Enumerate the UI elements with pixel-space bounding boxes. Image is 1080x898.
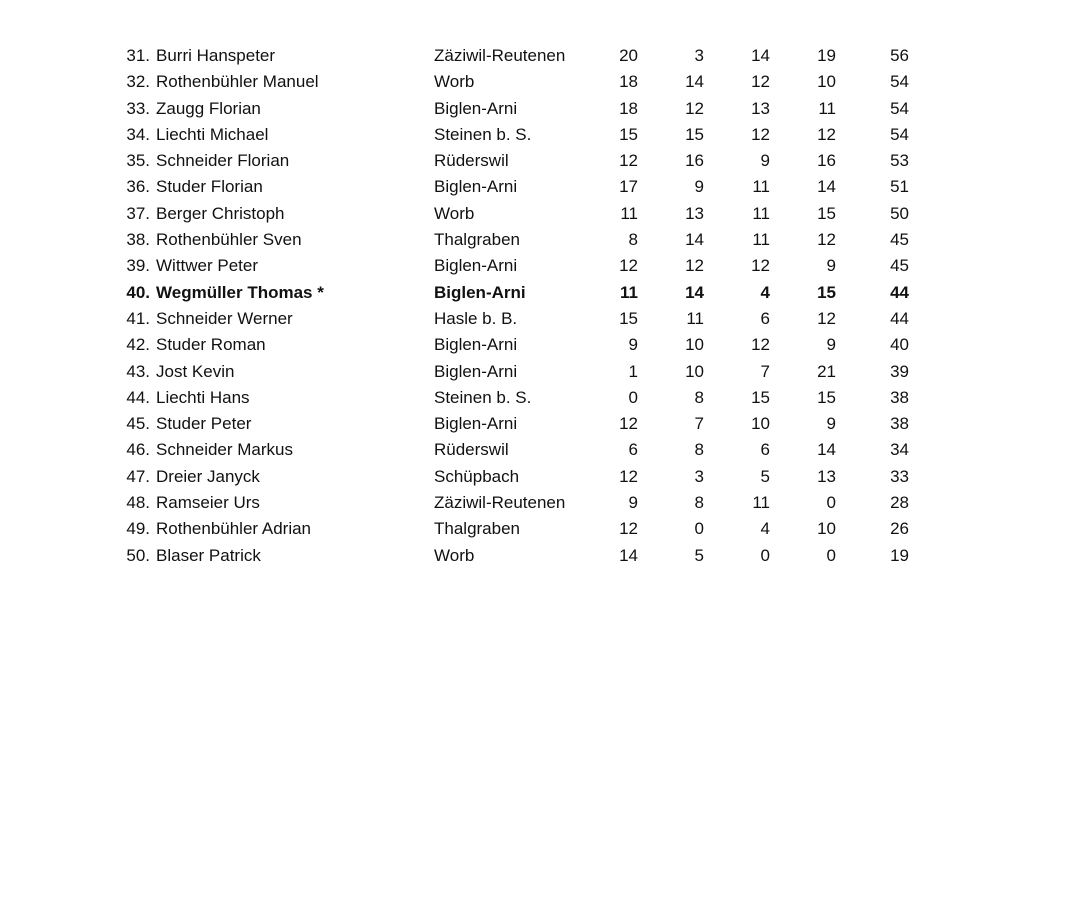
score-2-cell: 13 <box>685 203 704 223</box>
athlete-name-cell: Schneider Markus <box>156 440 294 460</box>
total-cell: 44 <box>890 308 909 328</box>
score-4-cell: 21 <box>817 361 836 381</box>
athlete-name-cell: Liechti Michael <box>156 124 269 144</box>
table-row <box>0 543 1080 569</box>
score-1-cell: 9 <box>628 335 638 355</box>
score-1-cell: 15 <box>619 124 638 144</box>
score-1-cell: 12 <box>619 414 638 434</box>
score-3-cell: 9 <box>760 151 770 171</box>
score-3-cell: 4 <box>760 282 770 302</box>
club-cell: Biglen-Arni <box>434 98 518 118</box>
total-cell: 38 <box>890 414 909 434</box>
total-cell: 33 <box>890 466 909 486</box>
score-2-cell: 7 <box>694 414 704 434</box>
table-row <box>0 516 1080 542</box>
score-3-cell: 6 <box>760 440 770 460</box>
club-cell: Zäziwil-Reutenen <box>434 493 566 513</box>
athlete-name-cell: Wegmüller Thomas * <box>156 282 324 302</box>
athlete-name-cell: Wittwer Peter <box>156 256 259 276</box>
athlete-name-cell: Burri Hanspeter <box>156 46 276 65</box>
table-row <box>0 437 1080 463</box>
score-2-cell: 14 <box>685 230 704 250</box>
rank-cell: 49. <box>126 519 150 539</box>
score-4-cell: 11 <box>818 98 836 118</box>
score-1-cell: 18 <box>619 72 638 92</box>
score-1-cell: 14 <box>619 545 638 565</box>
score-2-cell: 14 <box>685 282 704 302</box>
club-cell: Biglen-Arni <box>434 414 518 434</box>
score-2-cell: 5 <box>694 545 704 565</box>
athlete-name-cell: Rothenbühler Adrian <box>156 519 312 539</box>
athlete-name-cell: Ramseier Urs <box>156 493 260 513</box>
total-cell: 54 <box>890 98 909 118</box>
table-row <box>0 464 1080 490</box>
score-2-cell: 3 <box>694 46 704 65</box>
club-cell: Biglen-Arni <box>434 335 518 355</box>
score-3-cell: 5 <box>760 466 770 486</box>
club-cell: Biglen-Arni <box>434 361 518 381</box>
score-4-cell: 14 <box>817 440 836 460</box>
score-1-cell: 12 <box>619 256 638 276</box>
results-table <box>0 43 1080 569</box>
score-4-cell: 13 <box>817 466 836 486</box>
rank-cell: 50. <box>126 545 150 565</box>
score-2-cell: 14 <box>685 72 704 92</box>
score-2-cell: 3 <box>694 466 704 486</box>
table-row <box>0 359 1080 385</box>
rank-cell: 44. <box>126 387 150 407</box>
club-cell: Hasle b. B. <box>434 308 518 328</box>
score-1-cell: 17 <box>619 177 638 197</box>
rank-cell: 39. <box>126 256 150 276</box>
score-2-cell: 8 <box>694 387 704 407</box>
athlete-name-cell: Schneider Werner <box>156 308 293 328</box>
total-cell: 39 <box>890 361 909 381</box>
table-row <box>0 227 1080 253</box>
score-4-cell: 16 <box>817 151 836 171</box>
club-cell: Steinen b. S. <box>434 387 532 407</box>
score-1-cell: 8 <box>628 230 638 250</box>
score-2-cell: 8 <box>694 493 704 513</box>
table-row <box>0 69 1080 95</box>
athlete-name-cell: Blaser Patrick <box>156 545 261 565</box>
table-row <box>0 174 1080 200</box>
total-cell: 28 <box>890 493 909 513</box>
rank-cell: 38. <box>126 230 150 250</box>
table-row <box>0 332 1080 358</box>
club-cell: Thalgraben <box>434 519 521 539</box>
score-4-cell: 19 <box>817 46 836 65</box>
score-1-cell: 9 <box>628 493 638 513</box>
table-row <box>0 96 1080 122</box>
score-2-cell: 0 <box>694 519 704 539</box>
score-4-cell: 10 <box>817 72 836 92</box>
athlete-name-cell: Studer Florian <box>156 177 263 197</box>
club-cell: Rüderswil <box>434 151 509 171</box>
club-cell: Biglen-Arni <box>434 282 526 302</box>
total-cell: 45 <box>890 256 909 276</box>
score-4-cell: 14 <box>817 177 836 197</box>
athlete-name-cell: Studer Peter <box>156 414 252 434</box>
total-cell: 45 <box>890 230 909 250</box>
score-4-cell: 0 <box>826 545 836 565</box>
total-cell: 40 <box>890 335 909 355</box>
score-3-cell: 12 <box>751 335 770 355</box>
athlete-name-cell: Rothenbühler Sven <box>156 230 302 250</box>
score-4-cell: 12 <box>817 308 836 328</box>
club-cell: Worb <box>434 545 475 565</box>
rank-cell: 37. <box>126 203 150 223</box>
rank-cell: 45. <box>126 414 150 434</box>
rank-cell: 42. <box>126 335 150 355</box>
total-cell: 19 <box>890 545 909 565</box>
score-1-cell: 11 <box>620 203 638 223</box>
score-1-cell: 18 <box>619 98 638 118</box>
total-cell: 54 <box>890 124 909 144</box>
club-cell: Schüpbach <box>434 466 520 486</box>
score-1-cell: 1 <box>628 361 638 381</box>
score-2-cell: 10 <box>685 361 704 381</box>
rank-cell: 47. <box>126 466 150 486</box>
athlete-name-cell: Berger Christoph <box>156 203 285 223</box>
score-2-cell: 8 <box>694 440 704 460</box>
score-2-cell: 15 <box>685 124 704 144</box>
score-3-cell: 12 <box>751 256 770 276</box>
score-4-cell: 15 <box>817 203 836 223</box>
table-row <box>0 122 1080 148</box>
score-3-cell: 12 <box>751 72 770 92</box>
rank-cell: 43. <box>126 361 150 381</box>
total-cell: 34 <box>890 440 909 460</box>
club-cell: Rüderswil <box>434 440 509 460</box>
score-4-cell: 15 <box>817 282 836 302</box>
total-cell: 50 <box>890 203 909 223</box>
score-1-cell: 6 <box>628 440 638 460</box>
rank-cell: 32. <box>126 72 150 92</box>
total-cell: 53 <box>890 151 909 171</box>
score-4-cell: 12 <box>817 124 836 144</box>
score-4-cell: 9 <box>826 256 836 276</box>
athlete-name-cell: Liechti Hans <box>156 387 250 407</box>
athlete-name-cell: Rothenbühler Manuel <box>156 72 319 92</box>
score-1-cell: 20 <box>619 46 638 65</box>
score-3-cell: 12 <box>751 124 770 144</box>
rank-cell: 35. <box>126 151 150 171</box>
total-cell: 51 <box>890 177 909 197</box>
table-row <box>0 148 1080 174</box>
total-cell: 44 <box>890 282 909 302</box>
score-1-cell: 12 <box>619 466 638 486</box>
table-row <box>0 253 1080 279</box>
club-cell: Biglen-Arni <box>434 177 518 197</box>
score-4-cell: 9 <box>826 335 836 355</box>
score-1-cell: 11 <box>620 282 638 302</box>
club-cell: Biglen-Arni <box>434 256 518 276</box>
club-cell: Worb <box>434 203 475 223</box>
score-4-cell: 12 <box>817 230 836 250</box>
score-3-cell: 6 <box>760 308 770 328</box>
rank-cell: 41. <box>126 308 150 328</box>
club-cell: Steinen b. S. <box>434 124 532 144</box>
rank-cell: 40. <box>126 282 150 302</box>
score-4-cell: 0 <box>826 493 836 513</box>
total-cell: 38 <box>890 387 909 407</box>
club-cell: Zäziwil-Reutenen <box>434 46 566 65</box>
score-3-cell: 11 <box>752 493 770 513</box>
rank-cell: 48. <box>126 493 150 513</box>
score-3-cell: 10 <box>751 414 770 434</box>
athlete-name-cell: Dreier Janyck <box>156 466 260 486</box>
score-3-cell: 13 <box>751 98 770 118</box>
score-3-cell: 11 <box>752 177 770 197</box>
score-2-cell: 10 <box>685 335 704 355</box>
score-2-cell: 11 <box>686 308 704 328</box>
score-1-cell: 15 <box>619 308 638 328</box>
score-1-cell: 0 <box>628 387 638 407</box>
score-3-cell: 15 <box>751 387 770 407</box>
athlete-name-cell: Studer Roman <box>156 335 266 355</box>
table-row <box>0 306 1080 332</box>
rank-cell: 34. <box>126 124 150 144</box>
score-3-cell: 14 <box>751 46 770 65</box>
rank-cell: 33. <box>126 98 150 118</box>
score-3-cell: 11 <box>752 203 770 223</box>
score-1-cell: 12 <box>619 519 638 539</box>
score-4-cell: 10 <box>817 519 836 539</box>
table-row <box>0 385 1080 411</box>
score-3-cell: 7 <box>760 361 770 381</box>
score-2-cell: 12 <box>685 256 704 276</box>
score-2-cell: 9 <box>694 177 704 197</box>
table-row <box>0 43 1080 69</box>
score-4-cell: 9 <box>826 414 836 434</box>
total-cell: 54 <box>890 72 909 92</box>
rank-cell: 46. <box>126 440 150 460</box>
total-cell: 56 <box>890 46 909 65</box>
table-row <box>0 490 1080 516</box>
score-3-cell: 4 <box>760 519 770 539</box>
score-3-cell: 11 <box>752 230 770 250</box>
athlete-name-cell: Zaugg Florian <box>156 98 261 118</box>
rank-cell: 31. <box>126 46 150 65</box>
table-row <box>0 411 1080 437</box>
score-4-cell: 15 <box>817 387 836 407</box>
club-cell: Worb <box>434 72 475 92</box>
table-row <box>0 280 1080 306</box>
rank-cell: 36. <box>126 177 150 197</box>
score-2-cell: 16 <box>685 151 704 171</box>
score-3-cell: 0 <box>760 545 770 565</box>
total-cell: 26 <box>890 519 909 539</box>
table-row <box>0 201 1080 227</box>
score-2-cell: 12 <box>685 98 704 118</box>
score-1-cell: 12 <box>619 151 638 171</box>
athlete-name-cell: Schneider Florian <box>156 151 290 171</box>
athlete-name-cell: Jost Kevin <box>156 361 235 381</box>
club-cell: Thalgraben <box>434 230 521 250</box>
